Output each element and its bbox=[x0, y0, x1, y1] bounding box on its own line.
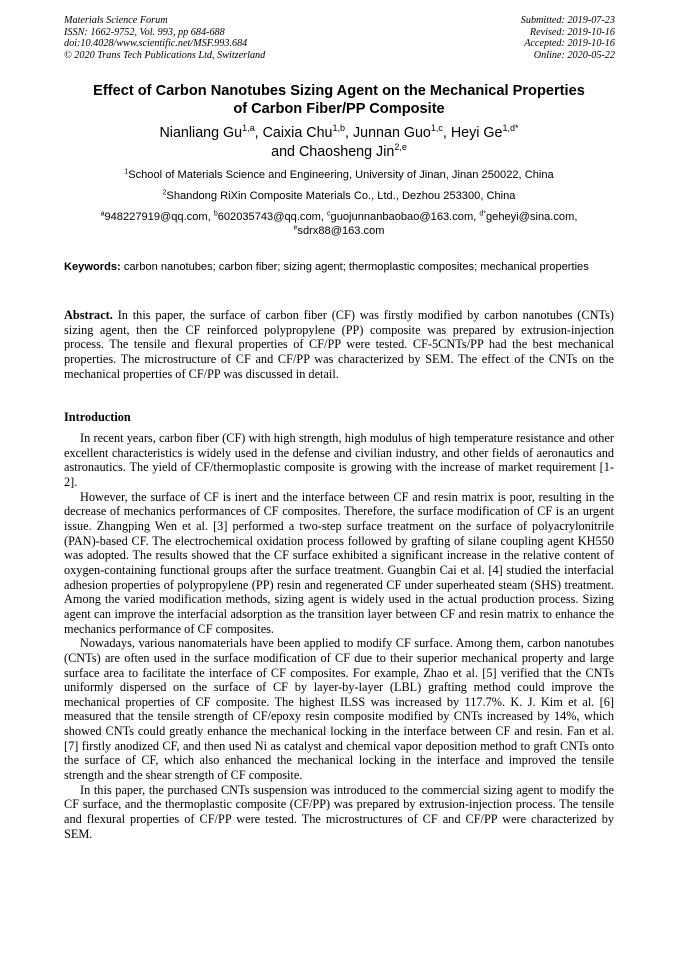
author-list bbox=[50, 124, 628, 161]
submitted-date: Submitted: 2019-07-23 bbox=[520, 15, 615, 26]
affiliation-mark: 1 bbox=[124, 168, 129, 176]
keywords-text: carbon nanotubes; carbon fiber; sizing agent; thermoplastic composites; mechanical properties bbox=[123, 261, 589, 273]
revised-date: Revised: 2019-10-16 bbox=[529, 26, 615, 38]
author-name: Chaosheng Jin bbox=[298, 143, 395, 160]
email-separator: , bbox=[574, 211, 578, 223]
title-line-1: Effect of Carbon Nanotubes Sizing Agent on the Mechanical Properties bbox=[93, 83, 585, 99]
online-date: Online: 2020-05-22 bbox=[533, 49, 615, 61]
email-separator: , bbox=[320, 211, 328, 223]
body-paragraph: Nowadays, various nanomaterials have been applied to modify CF surface. Among them, carbon nanotubes (CNTs) are often used in the surface modification of CF due to their superior mechanical property and large surface area to facilitate the interface of CF composites. For example, Zhao et al. [5] verified that the CNTs uniformly dispersed on the surface of CF by layer-by-layer (LBL) grafting method could improve the mechanical properties of CF composite. The highest ILSS was increased by 117.7%. K. J. Kim et al. [6] measured that the tensile strength of CF/epoxy resin composite modified by CNTs increased by 14%, which showed CNTs could greatly enhance the mechanical locking in the interface between CF and resin. Fan et al. [7] firstly anodized CF, and then used Ni as catalyst and chemical vapor deposition method to graft CNTs onto the surface of CF, which also enhanced the mechanical locking in the interface and improved the tensile strength and the shear strength of CF composite. bbox=[64, 636, 614, 783]
email-mark: d* bbox=[479, 210, 486, 218]
journal-copyright: © 2020 Trans Tech Publications Ltd, Switzerland bbox=[64, 49, 266, 61]
journal-header-left bbox=[64, 15, 265, 61]
affiliation-text: School of Materials Science and Engineering, University of Jinan, Jinan 250022, China bbox=[128, 169, 554, 181]
email-address: sdrx88@163.com bbox=[297, 225, 385, 237]
author-name: Junnan Guo bbox=[352, 125, 431, 141]
journal-header-right bbox=[521, 15, 615, 61]
author-affiliation-mark: 1,a bbox=[242, 123, 255, 134]
journal-name: Materials Science Forum bbox=[64, 15, 168, 26]
email-address: guojunnanbaobao@163.com bbox=[330, 211, 474, 223]
body-paragraph: In this paper, the purchased CNTs suspension was introduced to the commercial sizing agent to modify the CF surface, and the thermoplastic composite (CF/PP) was prepared by extrusion-injection process. The tensile and flexural properties of CF/PP were tested. The microstructures of CF and CF/PP were characterized by SEM. bbox=[64, 782, 614, 841]
email-separator: , bbox=[207, 211, 214, 223]
keywords-block bbox=[64, 260, 614, 274]
author-conjunction: and bbox=[271, 143, 299, 160]
accepted-date: Accepted: 2019-10-16 bbox=[524, 38, 615, 50]
email-line-1 bbox=[40, 210, 638, 224]
email-separator: , bbox=[473, 211, 480, 223]
affiliation-1 bbox=[40, 168, 638, 182]
abstract-block bbox=[64, 308, 614, 381]
abstract-text: In this paper, the surface of carbon fiber (CF) was firstly modified by carbon nanotubes (CNTs) sizing agent, then the CF reinforced polypropylene (PP) composite was prepared by extrusion-injection process. The tensile and flexural properties of CF/PP were tested. CF-5CNTs/PP had the best mechanical properties. The microstructure of CF and CF/PP was characterized by SEM. The effect of the CNTs on the mechanical properties of CF/PP was discussed in detail. bbox=[64, 308, 614, 381]
email-line-2 bbox=[40, 224, 638, 238]
affiliation-2 bbox=[40, 189, 638, 203]
email-mark: b bbox=[213, 210, 218, 218]
title-line-2: of Carbon Fiber/PP Composite bbox=[233, 101, 445, 117]
paper-title bbox=[50, 82, 628, 118]
email-address: 948227919@qq.com bbox=[104, 211, 208, 223]
email-address: geheyi@sina.com bbox=[485, 211, 575, 223]
abstract-label: Abstract. bbox=[64, 308, 113, 322]
author-separator: , bbox=[442, 125, 451, 141]
author-line-1 bbox=[50, 124, 628, 143]
email-mark: e bbox=[293, 224, 298, 232]
journal-doi: doi:10.4028/www.scientific.net/MSF.993.684 bbox=[64, 38, 248, 50]
author-affiliation-mark: 1,b bbox=[332, 123, 346, 134]
author-name: Nianliang Gu bbox=[159, 125, 243, 141]
author-emails bbox=[40, 210, 638, 238]
author-affiliation-mark: 1,c bbox=[430, 123, 443, 134]
author-name: Caixia Chu bbox=[262, 125, 333, 141]
journal-issn: ISSN: 1662-9752, Vol. 993, pp 684-688 bbox=[64, 26, 225, 38]
email-mark: c bbox=[327, 210, 331, 218]
affiliation-mark: 2 bbox=[162, 189, 167, 197]
body-paragraph: In recent years, carbon fiber (CF) with high strength, high modulus of high temperature resistance and other excellent characteristics is widely used in the defense and civilian industry, and other fields of aeronautics and astronautics. The yield of CF/thermoplastic composite is growing with the increase of market requirement [1-2]. bbox=[64, 431, 614, 489]
author-line-2 bbox=[50, 143, 628, 162]
author-separator: , bbox=[254, 125, 263, 141]
introduction-body bbox=[64, 431, 614, 841]
author-affiliation-mark: 2,e bbox=[394, 141, 407, 152]
email-address: 602035743@qq.com bbox=[217, 211, 321, 223]
author-separator: , bbox=[345, 125, 353, 141]
affiliation-text: Shandong RiXin Composite Materials Co., Ltd., Dezhou 253300, China bbox=[166, 190, 516, 202]
author-affiliation-mark: 1,d* bbox=[502, 123, 519, 134]
body-paragraph: However, the surface of CF is inert and the interface between CF and resin matrix is poor, resulting in the decrease of mechanics performances of CF composites. Therefore, the surface modification of CF is an urgent issue. Zhangping Wen et al. [3] performed a two-step surface treatment on the surface of polyacrylonitrile (PAN)-based CF. The electrochemical oxidation process followed by grafting of silane coupling agent KH550 was adopted. The results showed that the CF surface exhibited a significant increase in the relative content of oxygen-containing functional groups after the surface treatment. Guangbin Cai et al. [4] studied the interfacial adhesion properties of polypropylene (PP) resin and regenerated CF under superheated steam (SHS) treatment. Among the varied modification methods, sizing agent is widely used in the actual production process. Sizing agent can improve the interfacial adsorption as the transition layer between CF and resin matrix to enhance the mechanics performance of CF composites. bbox=[64, 489, 614, 636]
author-name: Heyi Ge bbox=[450, 125, 503, 141]
email-mark: a bbox=[100, 210, 105, 218]
introduction-heading: Introduction bbox=[64, 410, 131, 424]
keywords-label: Keywords: bbox=[64, 261, 121, 273]
